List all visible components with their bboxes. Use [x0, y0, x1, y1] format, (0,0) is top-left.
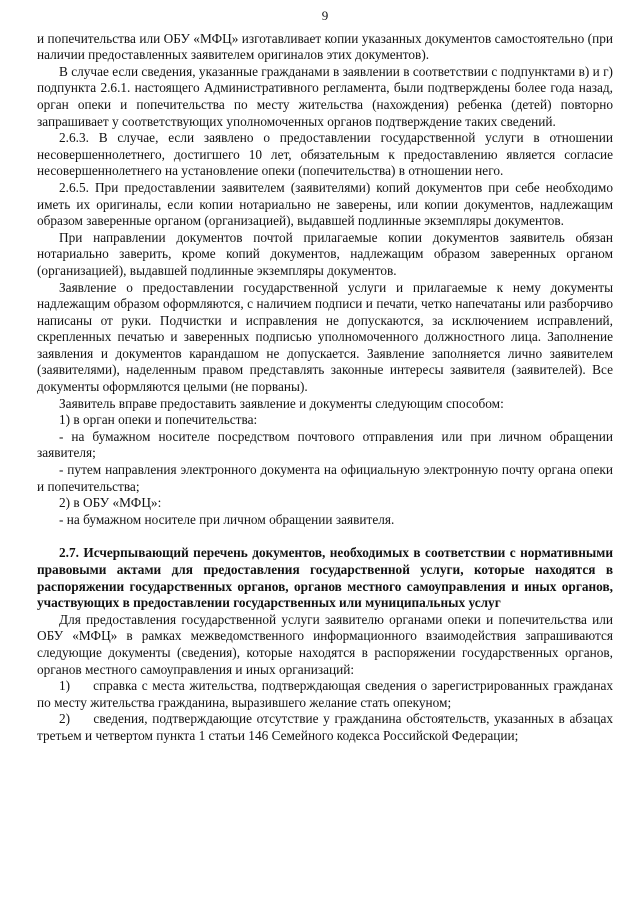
list-item: 1) справка с места жительства, подтверждающая сведения о зарегистрированных гражданах по месту жительства гражданина, выразившего желание стать опекуном;: [37, 678, 613, 710]
list-item: - на бумажном носителе посредством почтового отправления или при личном обращении заявителя;: [37, 428, 613, 461]
page-number: 9: [321, 8, 329, 23]
document-page: [37, 8, 613, 745]
list-item: 1) в орган опеки и попечительства:: [59, 412, 258, 428]
paragraph: Заявление о предоставлении государственной услуги и прилагаемые к нему документы надлежащим образом оформляются, с наличием подписи и печати, четко напечатаны или разборчиво написаны от руки. Подчистки и исправления не допускаются, за исключением исправлений, скрепленных печатью и заверенных подписью уполномоченного должностного лица. Заполнение заявления и документов карандашом не допускается. Заявление заполняется лично заявителем (заявителями), наделенным правом представлять законные интересы заявителя (заявителей). Все документы оформляются целыми (не порваны).: [37, 279, 613, 395]
list-item: - на бумажном носителе при личном обращении заявителя.: [59, 511, 395, 527]
paragraph-continuation: и попечительства или ОБУ «МФЦ» изготавливает копии указанных документов самостоятельно (при наличии предоставленных заявителем оригиналов этих документов).: [37, 30, 613, 63]
paragraph: В случае если сведения, указанные гражданами в заявлении в соответствии с подпунктами в) и г) подпункта 2.6.1. настоящего Административного регламента, были подтверждены более года назад, орган опеки и попечительства по месту жительства (нахождения) ребенка (детей) повторно запрашивает у соответствующих уполномоченных органов подтверждение таких сведений.: [37, 63, 613, 129]
paragraph: Заявитель вправе предоставить заявление и документы следующим способом:: [59, 395, 504, 411]
paragraph: Для предоставления государственной услуги заявителю органами опеки и попечительства или ОБУ «МФЦ» в рамках межведомственного информационного взаимодействия запрашиваются следующие документы (сведения), которые находятся в распоряжении государственных органов, органов местного самоуправления и иных организаций:: [37, 611, 613, 677]
section-heading: 2.7. Исчерпывающий перечень документов, необходимых в соответствии с нормативными правовыми актами для предоставления государственной услуги, которые находятся в распоряжении государственных органов, органов местного самоуправления и иных органов, участвующих в предоставлении государственных или муниципальных услуг: [37, 545, 613, 611]
list-item: 2) сведения, подтверждающие отсутствие у гражданина обстоятельств, указанных в абзацах третьем и четвертом пункта 1 статьи 146 Семейного кодекса Российской Федерации;: [37, 711, 613, 743]
paragraph: 2.6.3. В случае, если заявлено о предоставлении государственной услуги в отношении несовершеннолетнего, достигшего 10 лет, обязательным к предоставлению является согласие несовершеннолетнего на установление опеки (попечительства) в отношении него.: [37, 130, 613, 179]
list-item: - путем направления электронного документа на официальную электронную почту органа опеки и попечительства;: [37, 462, 613, 494]
paragraph: 2.6.5. При предоставлении заявителем (заявителями) копий документов при себе необходимо иметь их оригиналы, если копии нотариально не заверены, или копии документов, надлежащим образом заверенные органом (организацией), выдавшей подлинные экземпляры документов.: [37, 179, 613, 229]
paragraph: При направлении документов почтой прилагаемые копии документов заявитель обязан нотариально заверить, кроме копий документов, надлежащим образом заверенных органом (организацией), выдавшей подлинные экземпляры документов.: [37, 229, 613, 278]
list-item: 2) в ОБУ «МФЦ»:: [59, 495, 162, 511]
